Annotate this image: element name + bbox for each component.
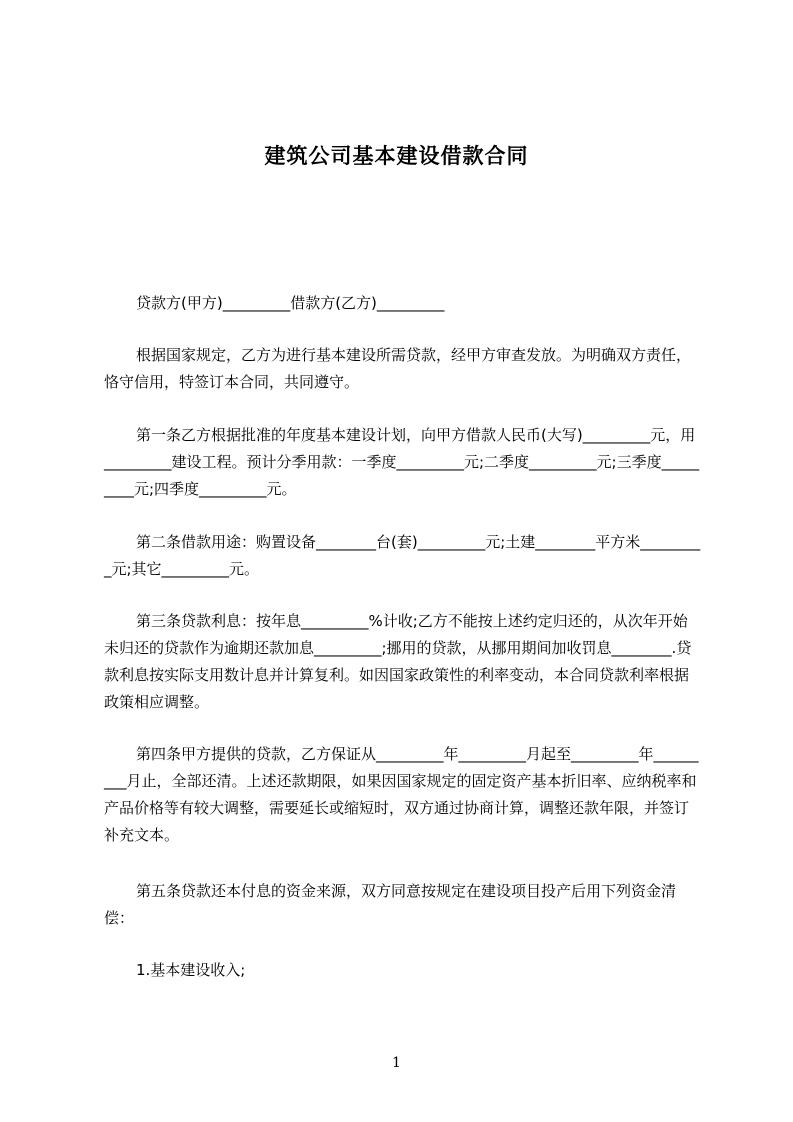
- preamble-paragraph: 根据国家规定，乙方为进行基本建设所需贷款，经甲方审查发放。为明确双方责任，恪守信用，特签订本合同，共同遵守。: [104, 346, 692, 391]
- article-5-paragraph: 第五条贷款还本付息的资金来源，双方同意按规定在建设项目投产后用下列资金清偿：: [104, 882, 677, 927]
- page-number: 1: [392, 1055, 401, 1071]
- parties-line-block: [104, 290, 702, 317]
- article-3-paragraph: 第三条贷款利息：按年息_________%计收;乙方不能按上述约定归还的，从次年开始未归还的贷款作为逾期还款加息_________;挪用的贷款，从挪用期间加收罚息________.贷款利息按实际支用数计息并计算复利。如因国家政策性的利率变动，本合同贷款利率根据政策相应调整。: [104, 612, 692, 711]
- article-4-paragraph: 第四条甲方提供的贷款，乙方保证从_________年_________月起至_________年_________月止，全部还清。上述还款期限，如果因国家规定的固定资产基本折旧率、应纳税率和产品价格等有较大调整，需要延长或缩短时，双方通过协商计算，调整还款年限，并签订补充文本。: [104, 745, 699, 844]
- list-item-1: 1.基本建设收入;: [136, 961, 246, 979]
- article-2-block: [104, 529, 702, 583]
- article-1-paragraph: 第一条乙方根据批准的年度基本建设计划，向甲方借款人民币(大写)_________元，用 _________建设工程。预计分季用款：一季度_________元;二季度_________元;三季度_________元;四季度_________元。: [104, 426, 700, 498]
- parties-line: 贷款方(甲方)_________借款方(乙方)_________: [136, 294, 445, 312]
- article-5-block: [104, 878, 702, 932]
- list-item-1-block: [104, 957, 702, 984]
- article-1-block: [104, 422, 702, 503]
- preamble-block: [104, 342, 702, 396]
- document-title: 建筑公司基本建设借款合同: [264, 144, 529, 168]
- article-3-block: [104, 608, 702, 716]
- article-2-paragraph: 第二条借款用途：购置设备________台(套)_________元;土建________平方米_________元;其它_________元。: [104, 533, 701, 578]
- article-4-block: [104, 741, 702, 849]
